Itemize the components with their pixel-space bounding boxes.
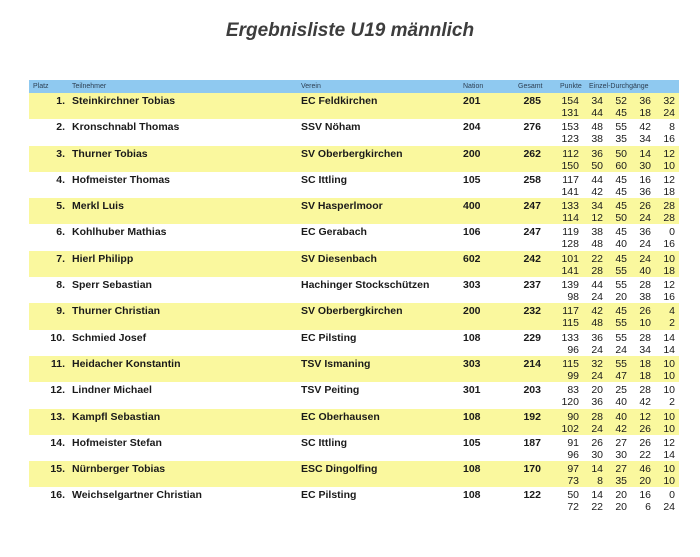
rank-cell: 5.	[56, 200, 65, 213]
series-3-cell: 40	[639, 264, 651, 277]
series-1-cell: 24	[591, 343, 603, 356]
participant-cell: Schmied Josef	[72, 331, 147, 344]
club-cell: SSV Nöham	[301, 121, 361, 134]
table-body	[29, 93, 679, 514]
series-2-cell: 55	[615, 279, 627, 292]
series-3-cell: 46	[639, 463, 651, 476]
table-row	[29, 198, 679, 224]
series-3-cell: 28	[639, 331, 651, 344]
series-1-cell: 32	[591, 357, 603, 370]
participant-cell: Kohlhuber Mathias	[72, 226, 167, 239]
series-4-cell: 12	[663, 173, 675, 186]
table-row	[29, 461, 679, 487]
table-row	[29, 224, 679, 250]
participant-cell: Thurner Christian	[72, 305, 161, 318]
series-1-cell: 48	[591, 317, 603, 330]
participant-cell: Thurner Tobias	[72, 147, 148, 160]
series-1-cell: 30	[591, 448, 603, 461]
series-4-cell: 0	[669, 226, 675, 239]
series-1-cell: 26	[591, 436, 603, 449]
series-3-cell: 34	[639, 133, 651, 146]
series-1-cell: 44	[591, 107, 603, 119]
points-cell: 141	[561, 185, 579, 198]
points-cell: 99	[567, 369, 579, 382]
header-rank: Platz	[33, 83, 49, 90]
table-row	[29, 330, 679, 356]
series-2-cell: 35	[615, 475, 627, 488]
series-2-cell: 27	[615, 463, 627, 476]
nation-cell: 301	[463, 384, 481, 397]
series-2-cell: 20	[615, 489, 627, 502]
total-cell: 229	[523, 331, 541, 344]
header-nation: Nation	[463, 83, 484, 90]
series-2-cell: 45	[615, 200, 627, 213]
table-row	[29, 487, 679, 513]
series-3-cell: 26	[639, 422, 651, 435]
participant-cell: Hierl Philipp	[72, 252, 134, 265]
table-row	[29, 93, 679, 119]
participant-cell: Heidacher Konstantin	[72, 357, 181, 370]
points-cell: 133	[561, 331, 579, 344]
rank-cell: 1.	[56, 95, 65, 107]
total-cell: 203	[523, 384, 541, 397]
header-participant: Teilnehmer	[72, 83, 107, 90]
points-cell: 112	[562, 147, 579, 160]
club-cell: Hachinger Stockschützen	[301, 279, 430, 292]
series-1-cell: 14	[591, 489, 603, 502]
series-3-cell: 6	[645, 501, 651, 514]
total-cell: 276	[523, 121, 541, 134]
nation-cell: 108	[463, 489, 481, 502]
participant-cell: Hofmeister Stefan	[72, 436, 162, 449]
series-2-cell: 20	[615, 291, 627, 304]
series-1-cell: 42	[591, 305, 603, 318]
series-3-cell: 18	[639, 369, 651, 382]
series-3-cell: 18	[639, 357, 651, 370]
table-row	[29, 303, 679, 329]
rank-cell: 14.	[50, 436, 65, 449]
points-cell: 117	[562, 305, 579, 318]
series-1-cell: 24	[591, 291, 603, 304]
series-3-cell: 26	[639, 436, 651, 449]
series-4-cell: 16	[663, 133, 675, 146]
club-cell: EC Oberhausen	[301, 410, 380, 423]
series-4-cell: 18	[663, 264, 675, 277]
series-1-cell: 50	[591, 159, 603, 172]
series-1-cell: 28	[591, 410, 603, 423]
series-4-cell: 12	[663, 279, 675, 292]
points-cell: 50	[567, 489, 579, 502]
rank-cell: 16.	[50, 489, 65, 502]
series-4-cell: 4	[669, 305, 675, 318]
series-4-cell: 0	[669, 489, 675, 502]
total-cell: 242	[523, 252, 541, 265]
series-1-cell: 8	[597, 475, 603, 488]
participant-cell: Merkl Luis	[72, 200, 124, 213]
points-cell: 72	[567, 501, 579, 514]
series-3-cell: 18	[639, 107, 651, 119]
participant-cell: Lindner Michael	[72, 384, 152, 397]
nation-cell: 105	[463, 173, 481, 186]
points-cell: 97	[567, 463, 579, 476]
nation-cell: 303	[463, 357, 481, 370]
club-cell: EC Feldkirchen	[301, 95, 378, 107]
total-cell: 192	[523, 410, 541, 423]
series-1-cell: 34	[591, 95, 603, 107]
series-4-cell: 2	[669, 396, 675, 409]
series-3-cell: 22	[639, 448, 651, 461]
club-cell: SV Hasperlmoor	[301, 200, 383, 213]
series-4-cell: 16	[663, 291, 675, 304]
points-cell: 119	[562, 226, 579, 239]
points-cell: 102	[561, 422, 579, 435]
series-2-cell: 50	[615, 147, 627, 160]
series-4-cell: 14	[663, 343, 675, 356]
table-row	[29, 172, 679, 198]
series-2-cell: 50	[615, 212, 627, 225]
table-row	[29, 356, 679, 382]
series-1-cell: 48	[591, 121, 603, 134]
header-total: Gesamt	[518, 83, 543, 90]
nation-cell: 200	[463, 305, 481, 318]
nation-cell: 200	[463, 147, 481, 160]
series-4-cell: 28	[663, 200, 675, 213]
nation-cell: 201	[463, 95, 481, 107]
points-cell: 150	[561, 159, 579, 172]
club-cell: ESC Dingolfing	[301, 463, 378, 476]
club-cell: EC Pilsting	[301, 331, 357, 344]
nation-cell: 204	[463, 121, 481, 134]
total-cell: 170	[523, 463, 541, 476]
nation-cell: 108	[463, 463, 481, 476]
series-4-cell: 8	[669, 121, 675, 134]
series-1-cell: 36	[591, 396, 603, 409]
total-cell: 232	[523, 305, 541, 318]
series-3-cell: 38	[639, 291, 651, 304]
nation-cell: 303	[463, 279, 481, 292]
rank-cell: 11.	[50, 357, 65, 370]
series-1-cell: 22	[591, 252, 603, 265]
rank-cell: 15.	[50, 463, 65, 476]
series-3-cell: 10	[639, 317, 651, 330]
series-4-cell: 10	[663, 357, 675, 370]
club-cell: EC Pilsting	[301, 489, 357, 502]
series-2-cell: 52	[615, 95, 627, 107]
participant-cell: Weichselgartner Christian	[72, 489, 202, 502]
participant-cell: Kronschnabl Thomas	[72, 121, 180, 134]
table-header	[29, 80, 679, 93]
series-4-cell: 28	[663, 212, 675, 225]
rank-cell: 12.	[50, 384, 65, 397]
points-cell: 83	[567, 384, 579, 397]
series-4-cell: 2	[669, 317, 675, 330]
points-cell: 139	[561, 279, 579, 292]
participant-cell: Steinkirchner Tobias	[72, 95, 176, 107]
total-cell: 258	[523, 173, 541, 186]
series-4-cell: 16	[663, 238, 675, 251]
series-1-cell: 36	[591, 331, 603, 344]
series-1-cell: 34	[591, 200, 603, 213]
table-row	[29, 146, 679, 172]
participant-cell: Hofmeister Thomas	[72, 173, 171, 186]
series-3-cell: 26	[639, 200, 651, 213]
header-club: Verein	[301, 83, 321, 90]
points-cell: 96	[567, 448, 579, 461]
page-title: Ergebnisliste U19 männlich	[225, 20, 475, 41]
club-cell: SC Ittling	[301, 173, 348, 186]
points-cell: 117	[562, 173, 579, 186]
series-2-cell: 55	[615, 264, 627, 277]
nation-cell: 108	[463, 331, 481, 344]
series-2-cell: 45	[615, 252, 627, 265]
series-3-cell: 20	[639, 475, 651, 488]
series-1-cell: 38	[591, 226, 603, 239]
series-2-cell: 55	[615, 121, 627, 134]
points-cell: 90	[567, 410, 579, 423]
nation-cell: 105	[463, 436, 481, 449]
points-cell: 120	[561, 396, 579, 409]
club-cell: TSV Ismaning	[301, 357, 371, 370]
series-1-cell: 38	[591, 133, 603, 146]
participant-cell: Kampfl Sebastian	[72, 410, 161, 423]
points-cell: 96	[567, 343, 579, 356]
club-cell: SC Ittling	[301, 436, 348, 449]
total-cell: 285	[523, 95, 541, 107]
series-4-cell: 12	[663, 147, 675, 160]
series-4-cell: 14	[663, 331, 675, 344]
nation-cell: 400	[463, 200, 481, 213]
points-cell: 128	[561, 238, 579, 251]
series-1-cell: 28	[591, 264, 603, 277]
series-2-cell: 55	[615, 357, 627, 370]
club-cell: SV Oberbergkirchen	[301, 305, 403, 318]
club-cell: SV Oberbergkirchen	[301, 147, 403, 160]
points-cell: 131	[561, 107, 579, 119]
series-3-cell: 36	[639, 95, 651, 107]
series-2-cell: 60	[615, 159, 627, 172]
table-row	[29, 382, 679, 408]
series-1-cell: 44	[591, 173, 603, 186]
points-cell: 115	[562, 317, 579, 330]
points-cell: 123	[561, 133, 579, 146]
club-cell: TSV Peiting	[301, 384, 360, 397]
total-cell: 187	[523, 436, 541, 449]
series-4-cell: 10	[663, 252, 675, 265]
rank-cell: 8.	[56, 279, 65, 292]
header-series: Einzel-Durchgänge	[589, 83, 649, 90]
points-cell: 133	[561, 200, 579, 213]
points-cell: 73	[567, 475, 579, 488]
total-cell: 214	[523, 357, 541, 370]
series-2-cell: 40	[615, 238, 627, 251]
series-4-cell: 24	[663, 501, 675, 514]
series-1-cell: 42	[591, 185, 603, 198]
series-4-cell: 24	[663, 107, 675, 119]
series-3-cell: 24	[639, 212, 651, 225]
table-row	[29, 277, 679, 303]
series-2-cell: 55	[615, 317, 627, 330]
series-3-cell: 36	[639, 185, 651, 198]
rank-cell: 6.	[56, 226, 65, 239]
series-2-cell: 40	[615, 410, 627, 423]
series-3-cell: 16	[639, 173, 651, 186]
series-2-cell: 45	[615, 305, 627, 318]
series-1-cell: 20	[591, 384, 603, 397]
series-2-cell: 45	[615, 226, 627, 239]
series-4-cell: 10	[663, 159, 675, 172]
points-cell: 114	[562, 212, 579, 225]
series-3-cell: 26	[639, 305, 651, 318]
rank-cell: 10.	[50, 331, 65, 344]
points-cell: 141	[561, 264, 579, 277]
total-cell: 122	[523, 489, 541, 502]
rank-cell: 7.	[56, 252, 65, 265]
series-3-cell: 34	[639, 343, 651, 356]
series-3-cell: 16	[639, 489, 651, 502]
rank-cell: 4.	[56, 173, 65, 186]
total-cell: 247	[523, 226, 541, 239]
club-cell: EC Gerabach	[301, 226, 367, 239]
series-2-cell: 24	[615, 343, 627, 356]
series-2-cell: 27	[615, 436, 627, 449]
table-row	[29, 435, 679, 461]
series-1-cell: 48	[591, 238, 603, 251]
series-1-cell: 36	[591, 147, 603, 160]
participant-cell: Nürnberger Tobias	[72, 463, 166, 476]
series-4-cell: 10	[663, 422, 675, 435]
rank-cell: 9.	[56, 305, 65, 318]
series-2-cell: 45	[615, 173, 627, 186]
total-cell: 262	[523, 147, 541, 160]
series-2-cell: 40	[615, 396, 627, 409]
rank-cell: 3.	[56, 147, 65, 160]
points-cell: 115	[562, 357, 579, 370]
nation-cell: 602	[463, 252, 481, 265]
series-3-cell: 42	[639, 121, 651, 134]
series-3-cell: 28	[639, 384, 651, 397]
nation-cell: 108	[463, 410, 481, 423]
series-3-cell: 36	[639, 226, 651, 239]
series-3-cell: 12	[639, 410, 651, 423]
series-4-cell: 18	[663, 185, 675, 198]
series-3-cell: 30	[639, 159, 651, 172]
results-table	[29, 80, 679, 514]
series-1-cell: 24	[591, 422, 603, 435]
series-4-cell: 10	[663, 463, 675, 476]
series-2-cell: 45	[615, 107, 627, 119]
series-3-cell: 24	[639, 252, 651, 265]
series-1-cell: 44	[591, 279, 603, 292]
series-4-cell: 10	[663, 384, 675, 397]
points-cell: 101	[561, 252, 579, 265]
series-3-cell: 42	[639, 396, 651, 409]
series-4-cell: 12	[663, 436, 675, 449]
club-cell: SV Diesenbach	[301, 252, 377, 265]
series-4-cell: 32	[663, 95, 675, 107]
table-row	[29, 409, 679, 435]
series-2-cell: 35	[615, 133, 627, 146]
nation-cell: 106	[463, 226, 481, 239]
series-1-cell: 22	[591, 501, 603, 514]
participant-cell: Sperr Sebastian	[72, 279, 152, 292]
series-2-cell: 30	[615, 448, 627, 461]
series-3-cell: 24	[639, 238, 651, 251]
series-1-cell: 14	[591, 463, 603, 476]
series-2-cell: 20	[615, 501, 627, 514]
rank-cell: 13.	[50, 410, 65, 423]
table-row	[29, 119, 679, 145]
series-2-cell: 55	[615, 331, 627, 344]
header-points: Punkte	[560, 83, 582, 90]
total-cell: 247	[523, 200, 541, 213]
series-3-cell: 28	[639, 279, 651, 292]
points-cell: 98	[567, 291, 579, 304]
total-cell: 237	[523, 279, 541, 292]
series-2-cell: 47	[615, 369, 627, 382]
series-2-cell: 25	[615, 384, 627, 397]
series-4-cell: 14	[663, 448, 675, 461]
series-4-cell: 10	[663, 369, 675, 382]
series-1-cell: 24	[591, 369, 603, 382]
table-row	[29, 251, 679, 277]
points-cell: 153	[561, 121, 579, 134]
series-2-cell: 42	[615, 422, 627, 435]
series-4-cell: 10	[663, 475, 675, 488]
series-4-cell: 10	[663, 410, 675, 423]
series-2-cell: 45	[615, 185, 627, 198]
points-cell: 91	[567, 436, 579, 449]
points-cell: 154	[561, 95, 579, 107]
rank-cell: 2.	[56, 121, 65, 134]
series-3-cell: 14	[639, 147, 651, 160]
series-1-cell: 12	[591, 212, 603, 225]
